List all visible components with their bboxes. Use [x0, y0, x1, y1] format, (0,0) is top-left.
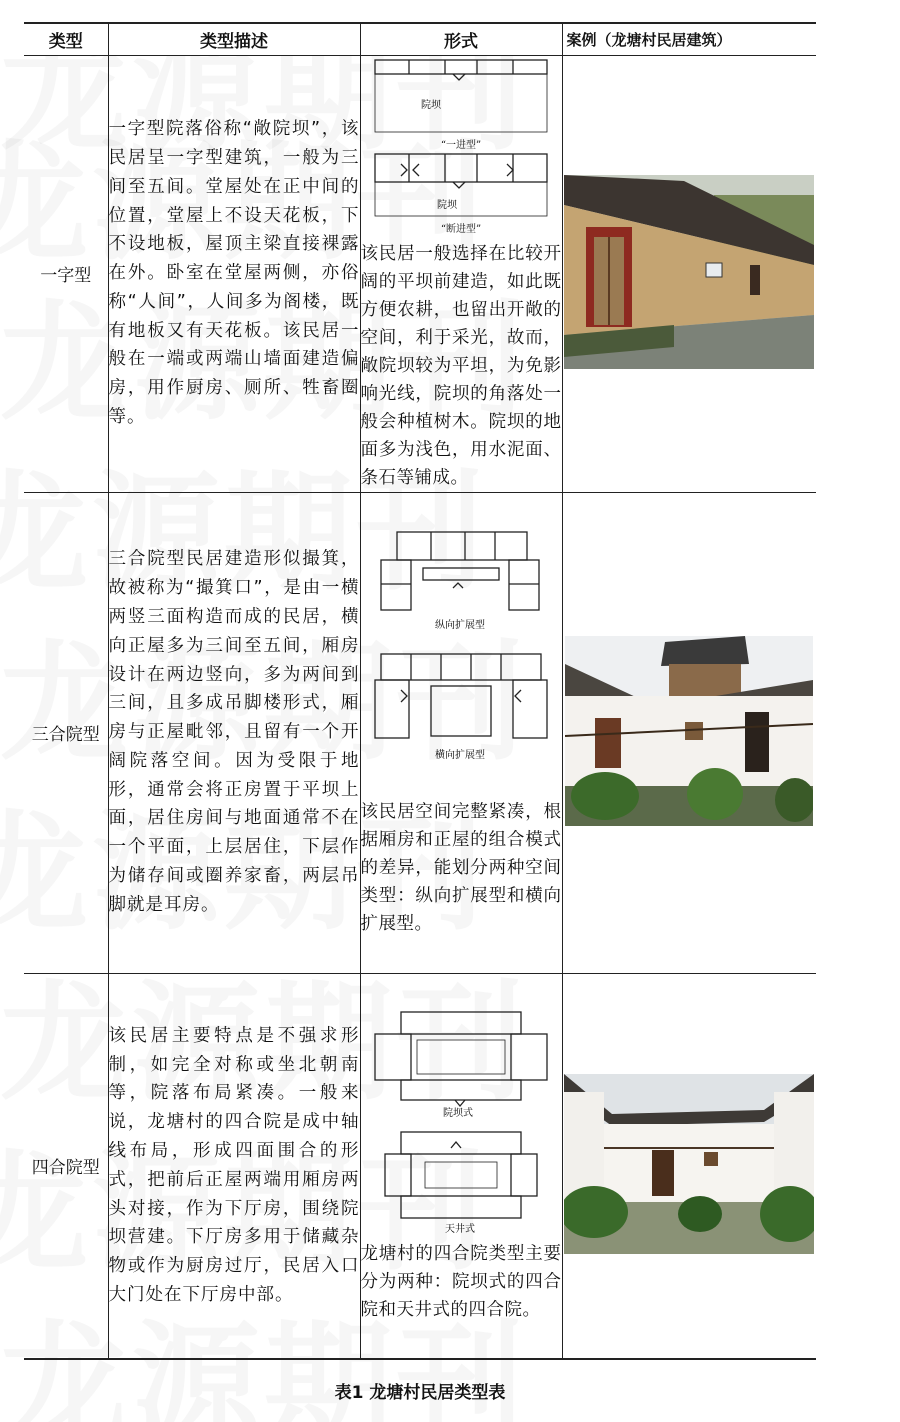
table-row [24, 492, 816, 973]
table-caption: 表1 龙塘村民居类型表 [334, 1383, 506, 1403]
form-note: 该民居空间完整紧凑，根据厢房和正屋的组合模式的差异，能划分两种空间类型：纵向扩展型和横向扩展型。 [360, 801, 562, 934]
case-photo-cell [562, 492, 816, 973]
case-photo-cell [562, 55, 816, 492]
table-row [24, 973, 816, 1359]
sketch-caption: “断进型” [440, 223, 482, 235]
floorplan-sketch-courtyard-1 [371, 1008, 551, 1120]
type-cell: 四合院型 [24, 973, 108, 1359]
header-form: 形式 [360, 23, 562, 55]
table-header-row [24, 23, 816, 55]
description-cell: 三合院型民居建造形似撮箕，故被称为“撮箕口”，是由一横两竖三面构造而成的民居，横向正屋多为三间至五间，厢房设计在两边竖向，多为两间到三间，且多成吊脚楼形式，厢房与正屋毗邻，且留有一个开阔院落空间。因为受限于地形，通常会将正房置于平坝上面，居住房间与地面通常不在一个平面，上层居住，下层作为储存间或圈养家畜，两层吊脚就是耳房。 [108, 492, 360, 973]
sketch-caption: 院坝 [437, 199, 457, 211]
form-cell [360, 973, 562, 1359]
header-case: 案例（龙塘村民居建筑） [562, 23, 816, 55]
header-type: 类型 [24, 23, 108, 55]
house-type-table [24, 22, 816, 1360]
sketch-caption: 院坝 [421, 99, 441, 111]
photo-courtyard-house [564, 1074, 814, 1254]
table-row [24, 55, 816, 492]
form-cell [360, 492, 562, 973]
photo-threeside-house [565, 636, 813, 826]
floorplan-sketch-threeside-1 [371, 528, 551, 636]
form-note: 龙塘村的四合院类型主要分为两种：院坝式的四合院和天井式的四合院。 [360, 1243, 562, 1320]
floorplan-sketch-linear-1 [371, 56, 551, 136]
form-note: 该民居一般选择在比较开阔的平坝前建造，如此既方便农耕，也留出开敞的空间，利于采光，故而，敞院坝较为平坦，为免影响光线，院坝的角落处一般会种植树木。院坝的地面多为浅色，用水泥面、条石等铺成。 [360, 243, 562, 488]
type-cell: 三合院型 [24, 492, 108, 973]
floorplan-sketch-courtyard-2 [371, 1126, 551, 1236]
sketch-caption: “一进型” [440, 139, 482, 151]
sketch-caption: 院坝式 [443, 1107, 473, 1119]
header-description: 类型描述 [108, 23, 360, 55]
form-cell [360, 55, 562, 492]
floorplan-sketch-threeside-2 [371, 650, 551, 768]
photo-linear-house [564, 175, 814, 369]
sketch-caption: 横向扩展型 [435, 749, 485, 761]
case-photo-cell [562, 973, 816, 1359]
type-cell: 一字型 [24, 55, 108, 492]
sketch-caption: 纵向扩展型 [435, 619, 485, 631]
sketch-caption: 天井式 [445, 1223, 475, 1235]
description-cell: 该民居主要特点是不强求形制，如完全对称或坐北朝南等，院落布局紧凑。一般来说，龙塘村的四合院是成中轴线布局，形成四面围合的形式，把前后正屋两端用厢房两头对接，作为下厅房，围绕院坝营建。下厅房多用于储藏杂物或作为厨房过厅，民居入口大门处在下厅房中部。 [108, 973, 360, 1359]
floorplan-sketch-linear-2 [371, 150, 551, 220]
description-cell: 一字型院落俗称“敞院坝”，该民居呈一字型建筑，一般为三间至五间。堂屋处在正中间的位置，堂屋上不设天花板，下不设地板，屋顶主梁直接裸露在外。卧室在堂屋两侧，亦俗称“人间”，人间多为阁楼，既有地板又有天花板。该民居一般在一端或两端山墙面建造偏房，用作厨房、厕所、牲畜圈等。 [108, 55, 360, 492]
